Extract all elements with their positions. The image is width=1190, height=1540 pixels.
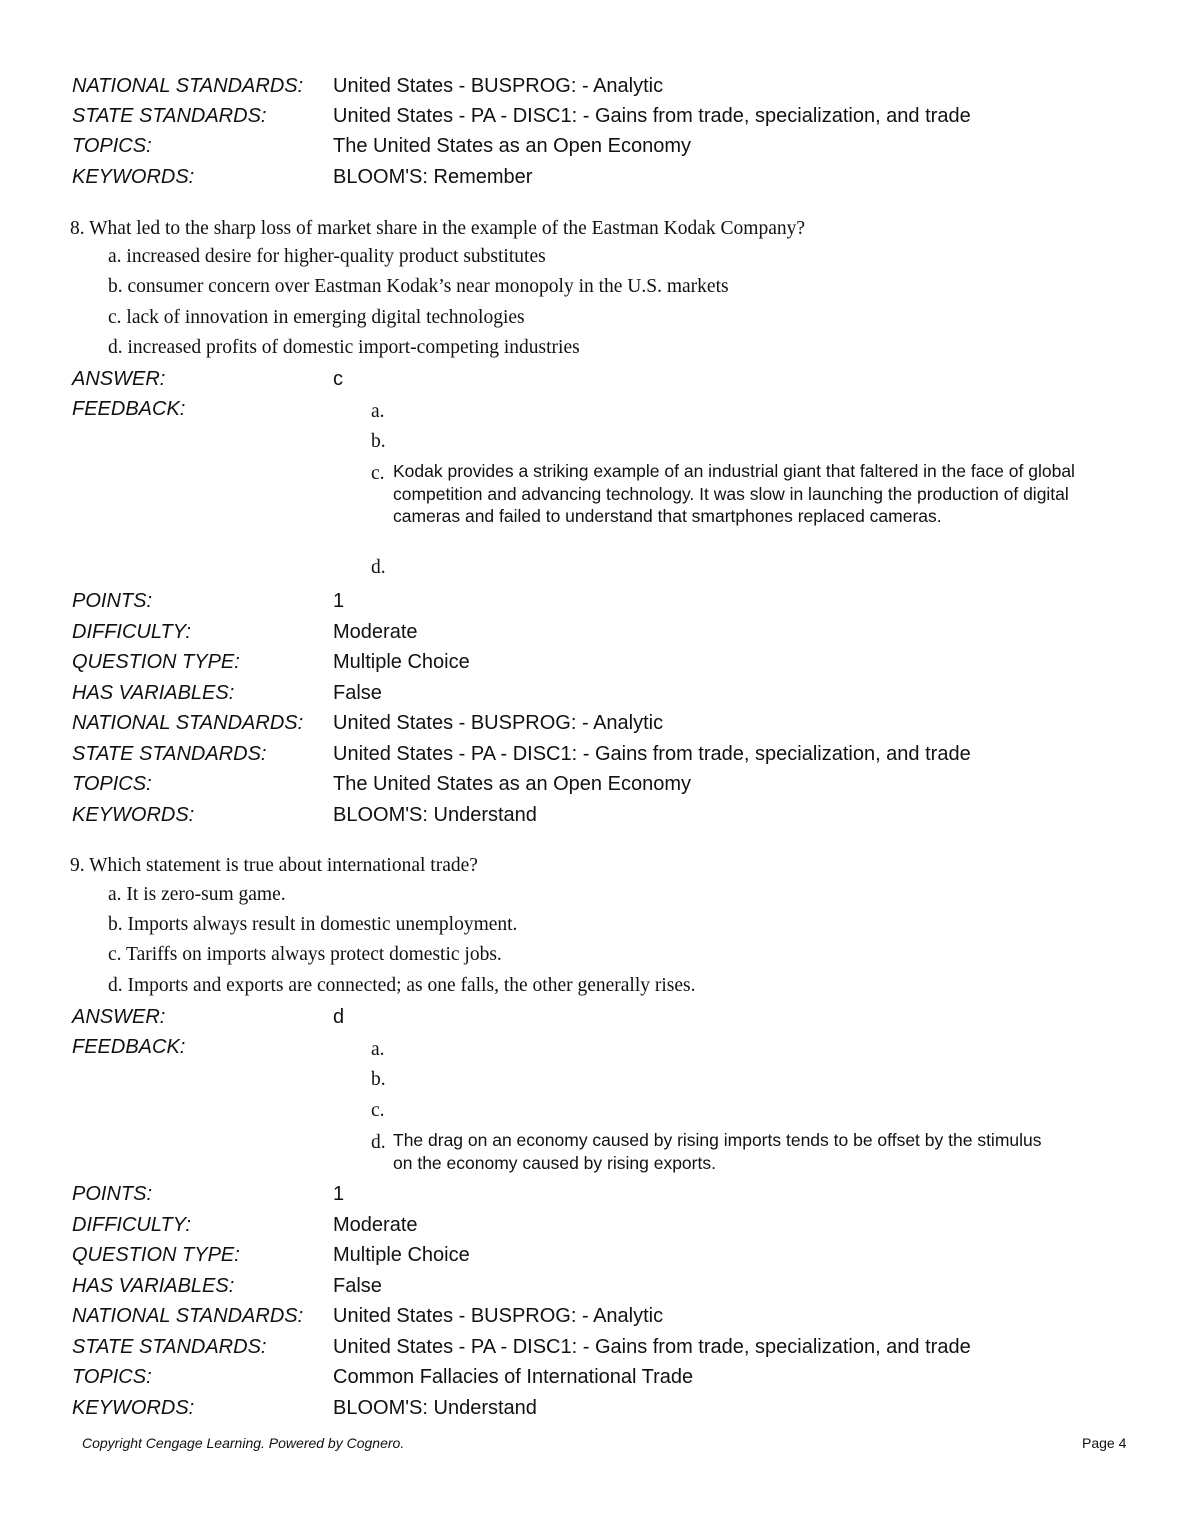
difficulty-value: Moderate [333, 1214, 418, 1236]
page-number: Page 4 [1082, 1435, 1127, 1451]
topics-value: Common Fallacies of International Trade [333, 1366, 694, 1388]
state-standards-label: STATE STANDARDS: [72, 105, 267, 127]
question-9-option-b: b. Imports always result in domestic unemployment. [108, 914, 518, 935]
question-9-option-c: c. Tariffs on imports always protect domestic jobs. [108, 944, 502, 965]
question-type-label: QUESTION TYPE: [72, 651, 240, 673]
national-standards-label: NATIONAL STANDARDS: [72, 1305, 304, 1327]
has-variables-value: False [333, 682, 382, 704]
question-9-text: 9. Which statement is true about international trade? [70, 855, 478, 876]
question-9-option-d: d. Imports and exports are connected; as one falls, the other generally rises. [108, 975, 696, 996]
keywords-value: BLOOM'S: Understand [333, 804, 537, 826]
state-standards-value: United States - PA - DISC1: - Gains from trade, specialization, and trade [333, 105, 971, 127]
has-variables-label: HAS VARIABLES: [72, 1275, 235, 1297]
question-type-value: Multiple Choice [333, 1244, 470, 1266]
answer-label: ANSWER: [72, 1006, 166, 1028]
feedback-letter-c: c. [371, 463, 385, 484]
topics-label: TOPICS: [72, 1366, 152, 1388]
difficulty-label: DIFFICULTY: [72, 621, 191, 643]
feedback-letter-c: c. [371, 1100, 385, 1121]
national-standards-value: United States - BUSPROG: - Analytic [333, 75, 664, 97]
difficulty-label: DIFFICULTY: [72, 1214, 191, 1236]
question-type-value: Multiple Choice [333, 651, 470, 673]
state-standards-label: STATE STANDARDS: [72, 743, 267, 765]
difficulty-value: Moderate [333, 621, 418, 643]
question-8-option-b: b. consumer concern over Eastman Kodak’s near monopoly in the U.S. markets [108, 276, 729, 297]
feedback-text-c: Kodak provides a striking example of an industrial giant that faltered in the face of global competition and advancing technology. It was slow in launching the production of digital cameras and failed to understand that smartphones replaced cameras. [393, 461, 1075, 526]
state-standards-value: United States - PA - DISC1: - Gains from trade, specialization, and trade [333, 1336, 971, 1358]
has-variables-value: False [333, 1275, 382, 1297]
copyright-footer: Copyright Cengage Learning. Powered by Cognero. [82, 1435, 405, 1451]
answer-value: c [333, 368, 343, 390]
question-8-option-d: d. increased profits of domestic import-competing industries [108, 337, 580, 358]
question-8-option-c: c. lack of innovation in emerging digital technologies [108, 307, 525, 328]
question-9-option-a: a. It is zero-sum game. [108, 884, 286, 905]
feedback-label: FEEDBACK: [72, 398, 186, 420]
question-8-option-a: a. increased desire for higher-quality product substitutes [108, 246, 546, 267]
feedback-letter-b: b. [371, 431, 386, 452]
keywords-value: BLOOM'S: Remember [333, 166, 533, 188]
points-value: 1 [333, 590, 345, 612]
feedback-text-d: The drag on an economy caused by rising imports tends to be offset by the stimulus on the economy caused by rising exports. [393, 1130, 1042, 1173]
national-standards-label: NATIONAL STANDARDS: [72, 75, 304, 97]
feedback-letter-b: b. [371, 1069, 386, 1090]
question-8-text: 8. What led to the sharp loss of market share in the example of the Eastman Kodak Company? [70, 218, 806, 239]
national-standards-value: United States - BUSPROG: - Analytic [333, 712, 664, 734]
feedback-label: FEEDBACK: [72, 1036, 186, 1058]
question-type-label: QUESTION TYPE: [72, 1244, 240, 1266]
points-label: POINTS: [72, 1183, 153, 1205]
answer-label: ANSWER: [72, 368, 166, 390]
keywords-label: KEYWORDS: [72, 804, 195, 826]
feedback-letter-a: a. [371, 1039, 385, 1060]
feedback-letter-a: a. [371, 401, 385, 422]
keywords-value: BLOOM'S: Understand [333, 1397, 537, 1419]
state-standards-value: United States - PA - DISC1: - Gains from trade, specialization, and trade [333, 743, 971, 765]
national-standards-value: United States - BUSPROG: - Analytic [333, 1305, 664, 1327]
topics-label: TOPICS: [72, 773, 152, 795]
points-value: 1 [333, 1183, 345, 1205]
state-standards-label: STATE STANDARDS: [72, 1336, 267, 1358]
answer-value: d [333, 1006, 345, 1028]
feedback-letter-d: d. [371, 557, 386, 578]
feedback-letter-d: d. [371, 1132, 386, 1153]
topics-value: The United States as an Open Economy [333, 773, 691, 795]
national-standards-label: NATIONAL STANDARDS: [72, 712, 304, 734]
topics-label: TOPICS: [72, 135, 152, 157]
keywords-label: KEYWORDS: [72, 166, 195, 188]
keywords-label: KEYWORDS: [72, 1397, 195, 1419]
points-label: POINTS: [72, 590, 153, 612]
has-variables-label: HAS VARIABLES: [72, 682, 235, 704]
topics-value: The United States as an Open Economy [333, 135, 691, 157]
